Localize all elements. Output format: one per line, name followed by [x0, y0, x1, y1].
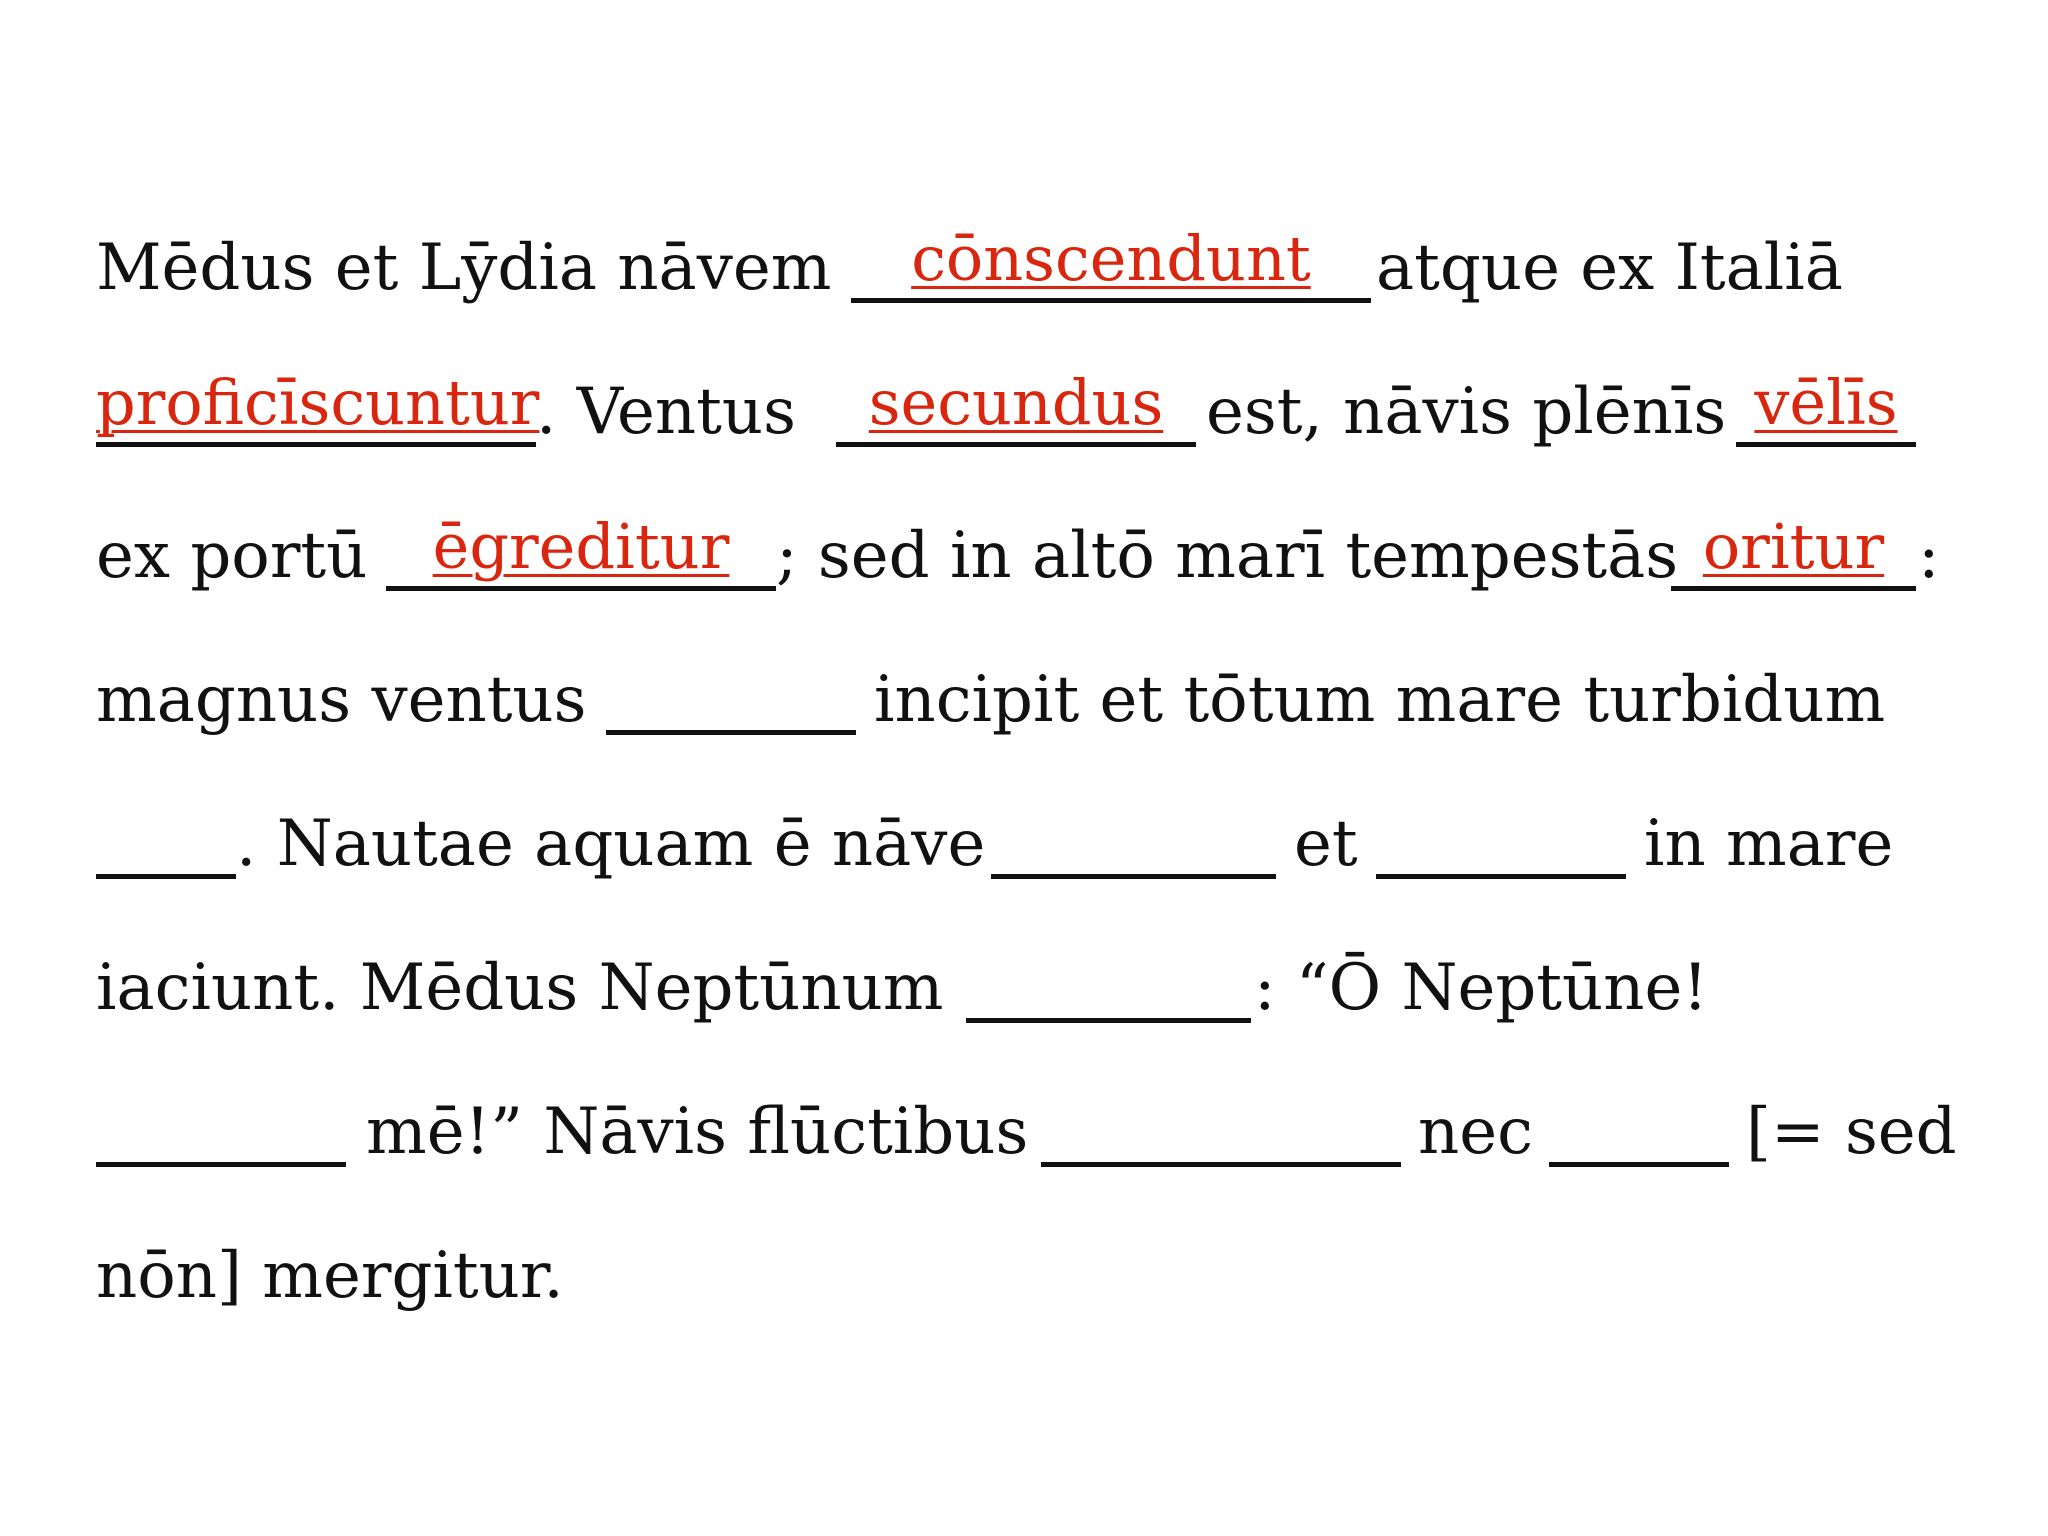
- passage-line-3: [96, 510, 1996, 644]
- passage-text: :: [1918, 519, 1940, 593]
- answer-text: proficīscuntur: [96, 366, 540, 439]
- passage-text: ex portū: [96, 519, 368, 593]
- fill-blank-5[interactable]: [386, 510, 776, 591]
- answer-text: oritur: [1702, 510, 1885, 583]
- answer-text: vēlīs: [1754, 366, 1898, 439]
- passage-text: nec: [1418, 1095, 1533, 1169]
- fill-blank-13[interactable]: [1041, 1162, 1401, 1167]
- passage-text: nōn] mergitur.: [96, 1239, 564, 1313]
- fill-blank-2[interactable]: [96, 366, 540, 447]
- answer-text: cōnscendunt: [911, 222, 1311, 295]
- passage-text: : “Ō Neptūne!: [1254, 951, 1709, 1025]
- passage-text: mē!” Nāvis flūctibus: [366, 1095, 1029, 1169]
- passage-line-8: [96, 1239, 1996, 1364]
- passage-text: ; sed in altō marī tempestās: [776, 519, 1679, 593]
- fill-blank-1[interactable]: [851, 222, 1371, 303]
- passage-text: atque ex Italiā: [1376, 231, 1843, 305]
- answer-text: secundus: [868, 366, 1164, 439]
- fill-blank-9[interactable]: [991, 874, 1276, 879]
- passage-text: incipit et tōtum mare turbidum: [874, 663, 1886, 737]
- passage-line-2: [96, 366, 1996, 500]
- passage-text: Mēdus et Lȳdia nāvem: [96, 231, 832, 305]
- passage-line-1: [96, 222, 1996, 356]
- fill-blank-8[interactable]: [96, 874, 236, 879]
- passage-text: in mare: [1644, 807, 1894, 881]
- fill-blank-7[interactable]: [606, 730, 856, 735]
- passage-line-6: [96, 951, 1996, 1076]
- passage-text: iaciunt. Mēdus Neptūnum: [96, 951, 944, 1025]
- fill-blank-6[interactable]: [1671, 510, 1916, 591]
- fill-blank-11[interactable]: [966, 1018, 1251, 1023]
- passage-text: [= sed: [1746, 1095, 1957, 1169]
- passage-line-4: [96, 663, 1996, 788]
- passage-line-7: [96, 1095, 1996, 1220]
- fill-blank-10[interactable]: [1376, 874, 1626, 879]
- fill-blank-14[interactable]: [1549, 1162, 1729, 1167]
- passage-line-5: [96, 807, 1996, 932]
- passage-text: et: [1294, 807, 1358, 881]
- passage-text: . Nautae aquam ē nāve: [236, 807, 986, 881]
- answer-text: ēgreditur: [432, 510, 730, 583]
- passage-text: . Ventus: [536, 375, 796, 449]
- fill-blank-12[interactable]: [96, 1162, 346, 1167]
- fill-blank-4[interactable]: [1736, 366, 1916, 447]
- passage-text: est, nāvis plēnīs: [1206, 375, 1727, 449]
- fill-blank-3[interactable]: [836, 366, 1196, 447]
- passage-text: magnus ventus: [96, 663, 587, 737]
